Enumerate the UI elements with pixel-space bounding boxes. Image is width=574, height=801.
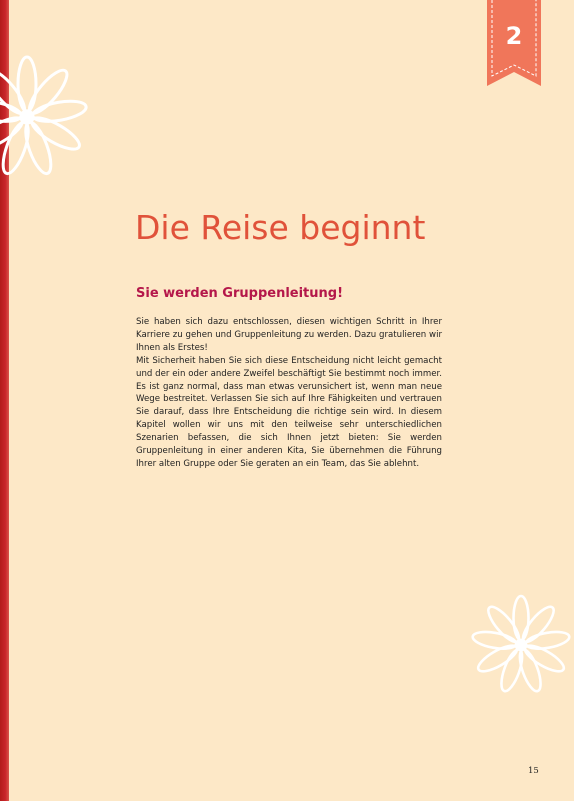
- daisy-top-left-icon: [0, 52, 92, 182]
- chapter-title: Die Reise beginnt: [135, 208, 426, 247]
- chapter-number: 2: [505, 22, 523, 50]
- page-number: 15: [528, 766, 539, 776]
- daisy-bottom-right-icon: [468, 592, 574, 698]
- section-title: Sie werden Gruppenleitung!: [136, 286, 344, 301]
- body-paragraph: Mit Sicherheit haben Sie sich diese Entscheidung nicht leicht gemacht und der ein oder andere Zweifel beschäftigt Sie bestimmt noch immer. Es ist ganz normal, dass man etwas verunsichert ist, wenn man neue Wege bestreitet. Verlassen Sie sich auf Ihre Fähigkeiten und vertrauen Sie darauf, dass Ihre Entscheidung die richtige sein wird. In diesem Kapitel wollen wir uns mit den teilweise sehr unterschiedlichen Szenarien befassen, die sich Ihnen jetzt bieten: Sie werden Gruppenleitung in einer anderen Kita, Sie übernehmen die Führung Ihrer alten Gruppe oder Sie geraten an ein Team, das Sie ablehnt.: [136, 355, 442, 469]
- body-text: [136, 316, 442, 471]
- body-paragraph: Sie haben sich dazu entschlossen, diesen wichtigen Schritt in Ihrer Karriere zu gehen und Gruppenleitung zu werden. Dazu gratulieren wir Ihnen als Erstes!: [136, 317, 442, 353]
